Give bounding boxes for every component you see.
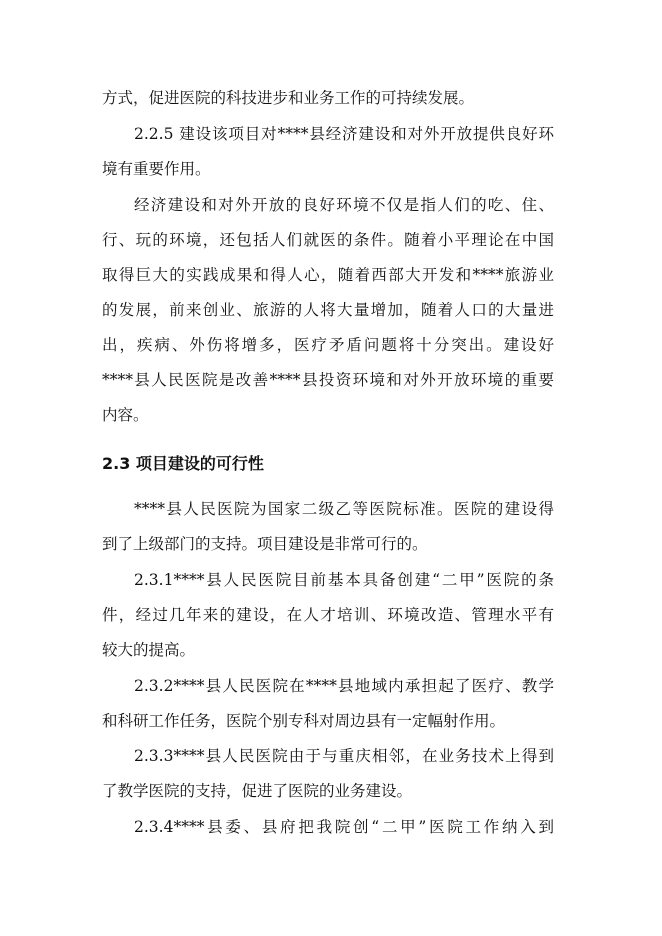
text-line: 和科研工作任务，医院个别专科对周边县有一定幅射作用。 [102,712,506,730]
text-line: 方式，促进医院的科技进步和业务工作的可持续发展。 [102,89,475,107]
text-line: 取得巨大的实践成果和得人心，随着西部大开发和****旅游业 [102,266,554,284]
text-line: 的发展，前来创业、旅游的人将大量增加，随着人口的大量进 [102,301,554,319]
text-line: 2.3.4****县委、县府把我院创“二甲”医院工作纳入到 [134,818,554,836]
text-line: 境有重要作用。 [102,160,211,178]
text-line: 件，经过几年来的建设，在人才培训、环境改造、管理水平有 [102,606,554,624]
text-line: 2.2.5 建设该项目对****县经济建设和对外开放提供良好环 [134,125,554,143]
text-line: 内容。 [102,406,149,424]
text-line: 出，疾病、外伤将增多，医疗矛盾问题将十分突出。建设好 [102,336,554,354]
text-line: 到了上级部门的支持。项目建设是非常可行的。 [102,535,428,553]
text-line: 较大的提高。 [102,641,196,659]
section-heading: 2.3 项目建设的可行性 [102,454,264,473]
text-line: 经济建设和对外开放的良好环境不仅是指人们的吃、住、 [134,196,554,214]
text-line: 2.3.2****县人民医院在****县地域内承担起了医疗、教学 [134,677,554,695]
text-line: 2.3.1****县人民医院目前基本具备创建“二甲”医院的条 [134,571,554,589]
text-line: ****县人民医院是改善****县投资环境和对外开放环境的重要 [102,371,554,389]
text-line: ****县人民医院为国家二级乙等医院标准。医院的建设得 [134,500,554,518]
text-line: 行、玩的环境，还包括人们就医的条件。随着小平理论在中国 [102,231,554,249]
text-line: 2.3.3****县人民医院由于与重庆相邻，在业务技术上得到 [134,747,554,765]
text-line: 了教学医院的支持，促进了医院的业务建设。 [102,782,413,800]
